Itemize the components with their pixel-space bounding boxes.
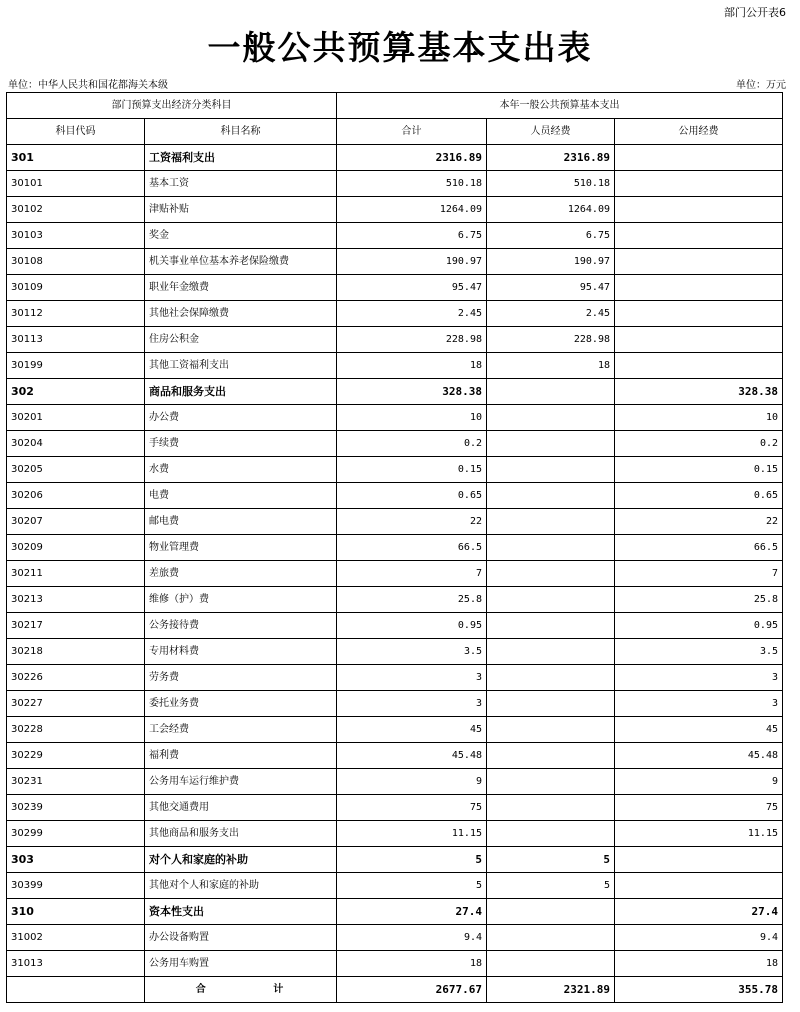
- row-personnel: [487, 691, 615, 717]
- row-public: 66.5: [615, 535, 783, 561]
- row-personnel: [487, 925, 615, 951]
- row-total: 3: [337, 665, 487, 691]
- table-row: [7, 613, 783, 639]
- row-personnel: [487, 431, 615, 457]
- table-row: [7, 691, 783, 717]
- row-code: 30103: [7, 223, 145, 249]
- row-personnel: [487, 509, 615, 535]
- row-public: [615, 145, 783, 171]
- row-personnel: 1264.09: [487, 197, 615, 223]
- header-group-basic-expenditure: 本年一般公共预算基本支出: [337, 93, 783, 119]
- row-personnel: [487, 821, 615, 847]
- row-name: 商品和服务支出: [145, 379, 337, 405]
- row-personnel: [487, 899, 615, 925]
- row-code: 30207: [7, 509, 145, 535]
- header-group-classification: 部门预算支出经济分类科目: [7, 93, 337, 119]
- row-name: 奖金: [145, 223, 337, 249]
- row-public: 10: [615, 405, 783, 431]
- table-row: [7, 483, 783, 509]
- table-row: [7, 821, 783, 847]
- row-total: 2316.89: [337, 145, 487, 171]
- row-code: 30113: [7, 327, 145, 353]
- row-public: [615, 847, 783, 873]
- row-public: [615, 301, 783, 327]
- row-personnel: [487, 405, 615, 431]
- row-code: 303: [7, 847, 145, 873]
- row-code: 31013: [7, 951, 145, 977]
- row-total: 22: [337, 509, 487, 535]
- row-public: [615, 223, 783, 249]
- row-personnel: [487, 613, 615, 639]
- row-name: 物业管理费: [145, 535, 337, 561]
- row-name: 其他工资福利支出: [145, 353, 337, 379]
- row-personnel: 2.45: [487, 301, 615, 327]
- row-total: 3.5: [337, 639, 487, 665]
- row-personnel: 190.97: [487, 249, 615, 275]
- currency-unit-label: 单位：万元: [736, 80, 786, 91]
- row-name: 公务接待费: [145, 613, 337, 639]
- row-total: 95.47: [337, 275, 487, 301]
- row-code: 30218: [7, 639, 145, 665]
- row-total: 510.18: [337, 171, 487, 197]
- table-row: [7, 847, 783, 873]
- table-row: [7, 275, 783, 301]
- table-row: [7, 743, 783, 769]
- row-public: 22: [615, 509, 783, 535]
- row-public: 7: [615, 561, 783, 587]
- row-name: 机关事业单位基本养老保险缴费: [145, 249, 337, 275]
- row-personnel: 18: [487, 353, 615, 379]
- table-row: [7, 639, 783, 665]
- row-total: 27.4: [337, 899, 487, 925]
- row-public: 3: [615, 665, 783, 691]
- table-row: [7, 561, 783, 587]
- total-sum: 2677.67: [337, 977, 487, 1003]
- row-personnel: [487, 639, 615, 665]
- page-title: 一般公共预算基本支出表: [207, 28, 593, 67]
- row-total: 11.15: [337, 821, 487, 847]
- row-personnel: 95.47: [487, 275, 615, 301]
- row-name: 办公设备购置: [145, 925, 337, 951]
- table-row: [7, 223, 783, 249]
- row-code: 310: [7, 899, 145, 925]
- row-code: 30213: [7, 587, 145, 613]
- row-total: 5: [337, 873, 487, 899]
- header-code: 科目代码: [7, 119, 145, 145]
- row-total: 18: [337, 353, 487, 379]
- row-personnel: [487, 717, 615, 743]
- row-code: 30399: [7, 873, 145, 899]
- table-row: [7, 171, 783, 197]
- row-code: 30204: [7, 431, 145, 457]
- row-name: 职业年金缴费: [145, 275, 337, 301]
- table-row: [7, 405, 783, 431]
- row-name: 住房公积金: [145, 327, 337, 353]
- row-public: 27.4: [615, 899, 783, 925]
- table-row: [7, 899, 783, 925]
- row-personnel: 2316.89: [487, 145, 615, 171]
- row-name: 邮电费: [145, 509, 337, 535]
- row-total: 10: [337, 405, 487, 431]
- row-public: 45.48: [615, 743, 783, 769]
- total-code-cell: [7, 977, 145, 1003]
- row-name: 福利费: [145, 743, 337, 769]
- table-row: [7, 925, 783, 951]
- row-code: 30226: [7, 665, 145, 691]
- row-code: 301: [7, 145, 145, 171]
- row-name: 办公费: [145, 405, 337, 431]
- row-name: 其他商品和服务支出: [145, 821, 337, 847]
- table-body: [7, 145, 783, 977]
- row-public: 0.95: [615, 613, 783, 639]
- table-row: [7, 665, 783, 691]
- row-public: [615, 197, 783, 223]
- table-row: [7, 327, 783, 353]
- header-total: 合计: [337, 119, 487, 145]
- row-code: 30231: [7, 769, 145, 795]
- table-row: [7, 353, 783, 379]
- row-total: 75: [337, 795, 487, 821]
- row-total: 228.98: [337, 327, 487, 353]
- row-code: 30211: [7, 561, 145, 587]
- row-code: 30109: [7, 275, 145, 301]
- row-name: 工资福利支出: [145, 145, 337, 171]
- row-code: 30228: [7, 717, 145, 743]
- row-code: 30101: [7, 171, 145, 197]
- row-public: 0.15: [615, 457, 783, 483]
- table-row: [7, 301, 783, 327]
- row-personnel: [487, 457, 615, 483]
- row-personnel: 228.98: [487, 327, 615, 353]
- row-public: [615, 171, 783, 197]
- row-total: 9: [337, 769, 487, 795]
- row-total: 45: [337, 717, 487, 743]
- row-personnel: [487, 665, 615, 691]
- row-name: 工会经费: [145, 717, 337, 743]
- header-group-row: [7, 93, 783, 119]
- budget-table: [6, 92, 783, 1003]
- row-code: 30199: [7, 353, 145, 379]
- row-code: 30299: [7, 821, 145, 847]
- row-code: 30209: [7, 535, 145, 561]
- row-total: 190.97: [337, 249, 487, 275]
- row-public: [615, 353, 783, 379]
- table-row: [7, 769, 783, 795]
- table-row: [7, 951, 783, 977]
- row-name: 资本性支出: [145, 899, 337, 925]
- row-total: 45.48: [337, 743, 487, 769]
- total-row: [7, 977, 783, 1003]
- row-code: 30239: [7, 795, 145, 821]
- row-total: 0.65: [337, 483, 487, 509]
- row-personnel: [487, 483, 615, 509]
- row-public: 45: [615, 717, 783, 743]
- row-total: 6.75: [337, 223, 487, 249]
- row-name: 公务用车运行维护费: [145, 769, 337, 795]
- table-row: [7, 873, 783, 899]
- row-total: 9.4: [337, 925, 487, 951]
- row-name: 维修（护）费: [145, 587, 337, 613]
- row-public: [615, 249, 783, 275]
- total-label: 合 计: [145, 977, 337, 1003]
- row-public: 0.2: [615, 431, 783, 457]
- row-personnel: 5: [487, 873, 615, 899]
- row-total: 25.8: [337, 587, 487, 613]
- row-code: 30102: [7, 197, 145, 223]
- row-public: 0.65: [615, 483, 783, 509]
- row-name: 其他交通费用: [145, 795, 337, 821]
- row-code: 30205: [7, 457, 145, 483]
- row-public: 9: [615, 769, 783, 795]
- row-name: 手续费: [145, 431, 337, 457]
- row-personnel: 510.18: [487, 171, 615, 197]
- row-name: 水费: [145, 457, 337, 483]
- table-row: [7, 795, 783, 821]
- row-public: 11.15: [615, 821, 783, 847]
- row-personnel: [487, 379, 615, 405]
- table-row: [7, 535, 783, 561]
- row-total: 5: [337, 847, 487, 873]
- header-name: 科目名称: [145, 119, 337, 145]
- total-personnel: 2321.89: [487, 977, 615, 1003]
- row-public: 75: [615, 795, 783, 821]
- table-row: [7, 717, 783, 743]
- row-name: 基本工资: [145, 171, 337, 197]
- table-row: [7, 249, 783, 275]
- row-name: 专用材料费: [145, 639, 337, 665]
- row-total: 18: [337, 951, 487, 977]
- row-total: 3: [337, 691, 487, 717]
- table-row: [7, 197, 783, 223]
- row-total: 2.45: [337, 301, 487, 327]
- unit-label: 单位：中华人民共和国花都海关本级: [8, 80, 168, 91]
- row-personnel: [487, 561, 615, 587]
- row-personnel: [487, 951, 615, 977]
- row-total: 0.95: [337, 613, 487, 639]
- row-total: 66.5: [337, 535, 487, 561]
- row-personnel: 6.75: [487, 223, 615, 249]
- total-public: 355.78: [615, 977, 783, 1003]
- table-row: [7, 457, 783, 483]
- row-name: 津贴补贴: [145, 197, 337, 223]
- row-name: 公务用车购置: [145, 951, 337, 977]
- row-name: 对个人和家庭的补助: [145, 847, 337, 873]
- row-total: 7: [337, 561, 487, 587]
- row-code: 30217: [7, 613, 145, 639]
- row-personnel: [487, 743, 615, 769]
- table-row: [7, 587, 783, 613]
- document-tag: 部门公开表6: [724, 6, 786, 19]
- row-code: 30227: [7, 691, 145, 717]
- row-public: 3.5: [615, 639, 783, 665]
- row-total: 1264.09: [337, 197, 487, 223]
- row-name: 劳务费: [145, 665, 337, 691]
- row-name: 电费: [145, 483, 337, 509]
- row-code: 30229: [7, 743, 145, 769]
- row-code: 302: [7, 379, 145, 405]
- row-public: 328.38: [615, 379, 783, 405]
- row-name: 其他对个人和家庭的补助: [145, 873, 337, 899]
- row-name: 差旅费: [145, 561, 337, 587]
- row-public: [615, 327, 783, 353]
- row-name: 委托业务费: [145, 691, 337, 717]
- row-personnel: 5: [487, 847, 615, 873]
- header-personnel: 人员经费: [487, 119, 615, 145]
- row-total: 328.38: [337, 379, 487, 405]
- row-total: 0.15: [337, 457, 487, 483]
- row-personnel: [487, 769, 615, 795]
- row-code: 31002: [7, 925, 145, 951]
- table-row: [7, 145, 783, 171]
- row-code: 30206: [7, 483, 145, 509]
- row-personnel: [487, 795, 615, 821]
- row-public: [615, 275, 783, 301]
- row-code: 30112: [7, 301, 145, 327]
- table-row: [7, 509, 783, 535]
- row-public: 18: [615, 951, 783, 977]
- header-column-row: [7, 119, 783, 145]
- row-personnel: [487, 587, 615, 613]
- row-total: 0.2: [337, 431, 487, 457]
- header-public: 公用经费: [615, 119, 783, 145]
- row-public: [615, 873, 783, 899]
- row-code: 30108: [7, 249, 145, 275]
- row-public: 25.8: [615, 587, 783, 613]
- table-row: [7, 431, 783, 457]
- row-public: 3: [615, 691, 783, 717]
- row-code: 30201: [7, 405, 145, 431]
- table-row: [7, 379, 783, 405]
- row-public: 9.4: [615, 925, 783, 951]
- row-personnel: [487, 535, 615, 561]
- row-name: 其他社会保障缴费: [145, 301, 337, 327]
